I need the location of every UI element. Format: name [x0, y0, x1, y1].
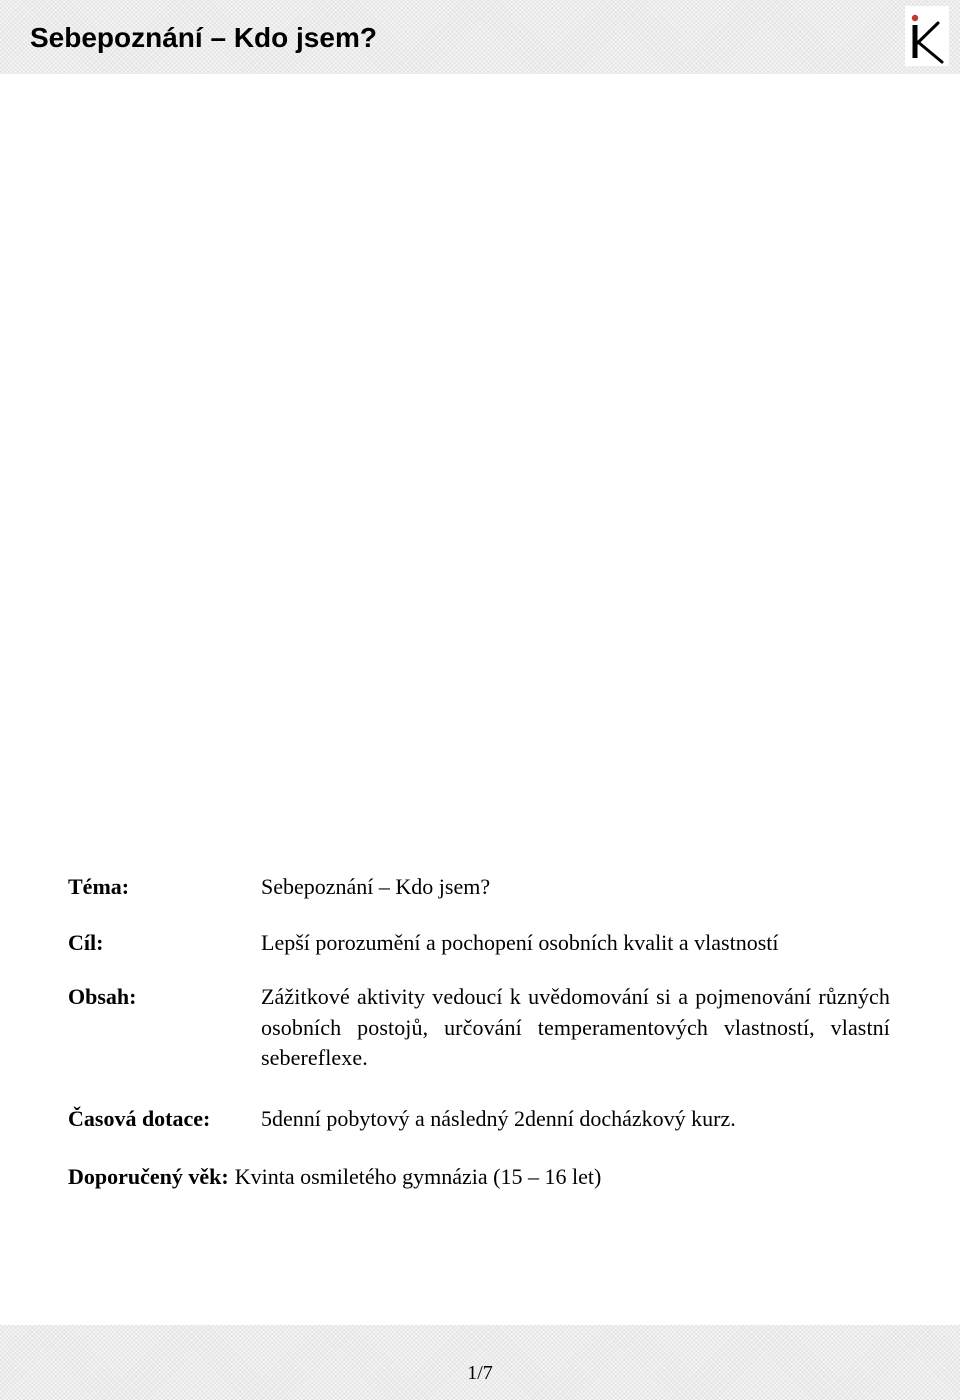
lesson-info [68, 870, 890, 1194]
field-label: Cíl: [68, 930, 104, 955]
field-doporuceny-vek [68, 1160, 890, 1194]
page-number: 1/7 [467, 1362, 493, 1384]
field-label: Obsah: [68, 984, 137, 1009]
field-label: Doporučený věk: [68, 1163, 229, 1189]
field-value: Kvinta osmiletého gymnázia (15 – 16 let) [234, 1163, 602, 1189]
field-value: 5denní pobytový a následný 2denní docházkový kurz. [261, 1105, 736, 1131]
page-title: Sebepoznání – Kdo jsem? [30, 22, 377, 53]
field-label: Časová dotace: [68, 1105, 211, 1131]
field-casova-dotace [68, 1102, 890, 1136]
field-obsah [68, 982, 890, 1074]
field-value: Zážitkové aktivity vedoucí k uvědomování si a pojmenování různých osobních postojů, určování temperamentových vlastností, vlastní sebereflexe. [261, 984, 890, 1070]
field-cil [68, 926, 890, 960]
dotted-k-logo-icon [905, 6, 949, 66]
field-value: Sebepoznání – Kdo jsem? [261, 874, 491, 899]
field-label: Téma: [68, 874, 130, 899]
field-tema [68, 870, 890, 904]
field-value: Lepší porozumění a pochopení osobních kvalit a vlastností [261, 930, 779, 955]
header-band [0, 0, 960, 74]
